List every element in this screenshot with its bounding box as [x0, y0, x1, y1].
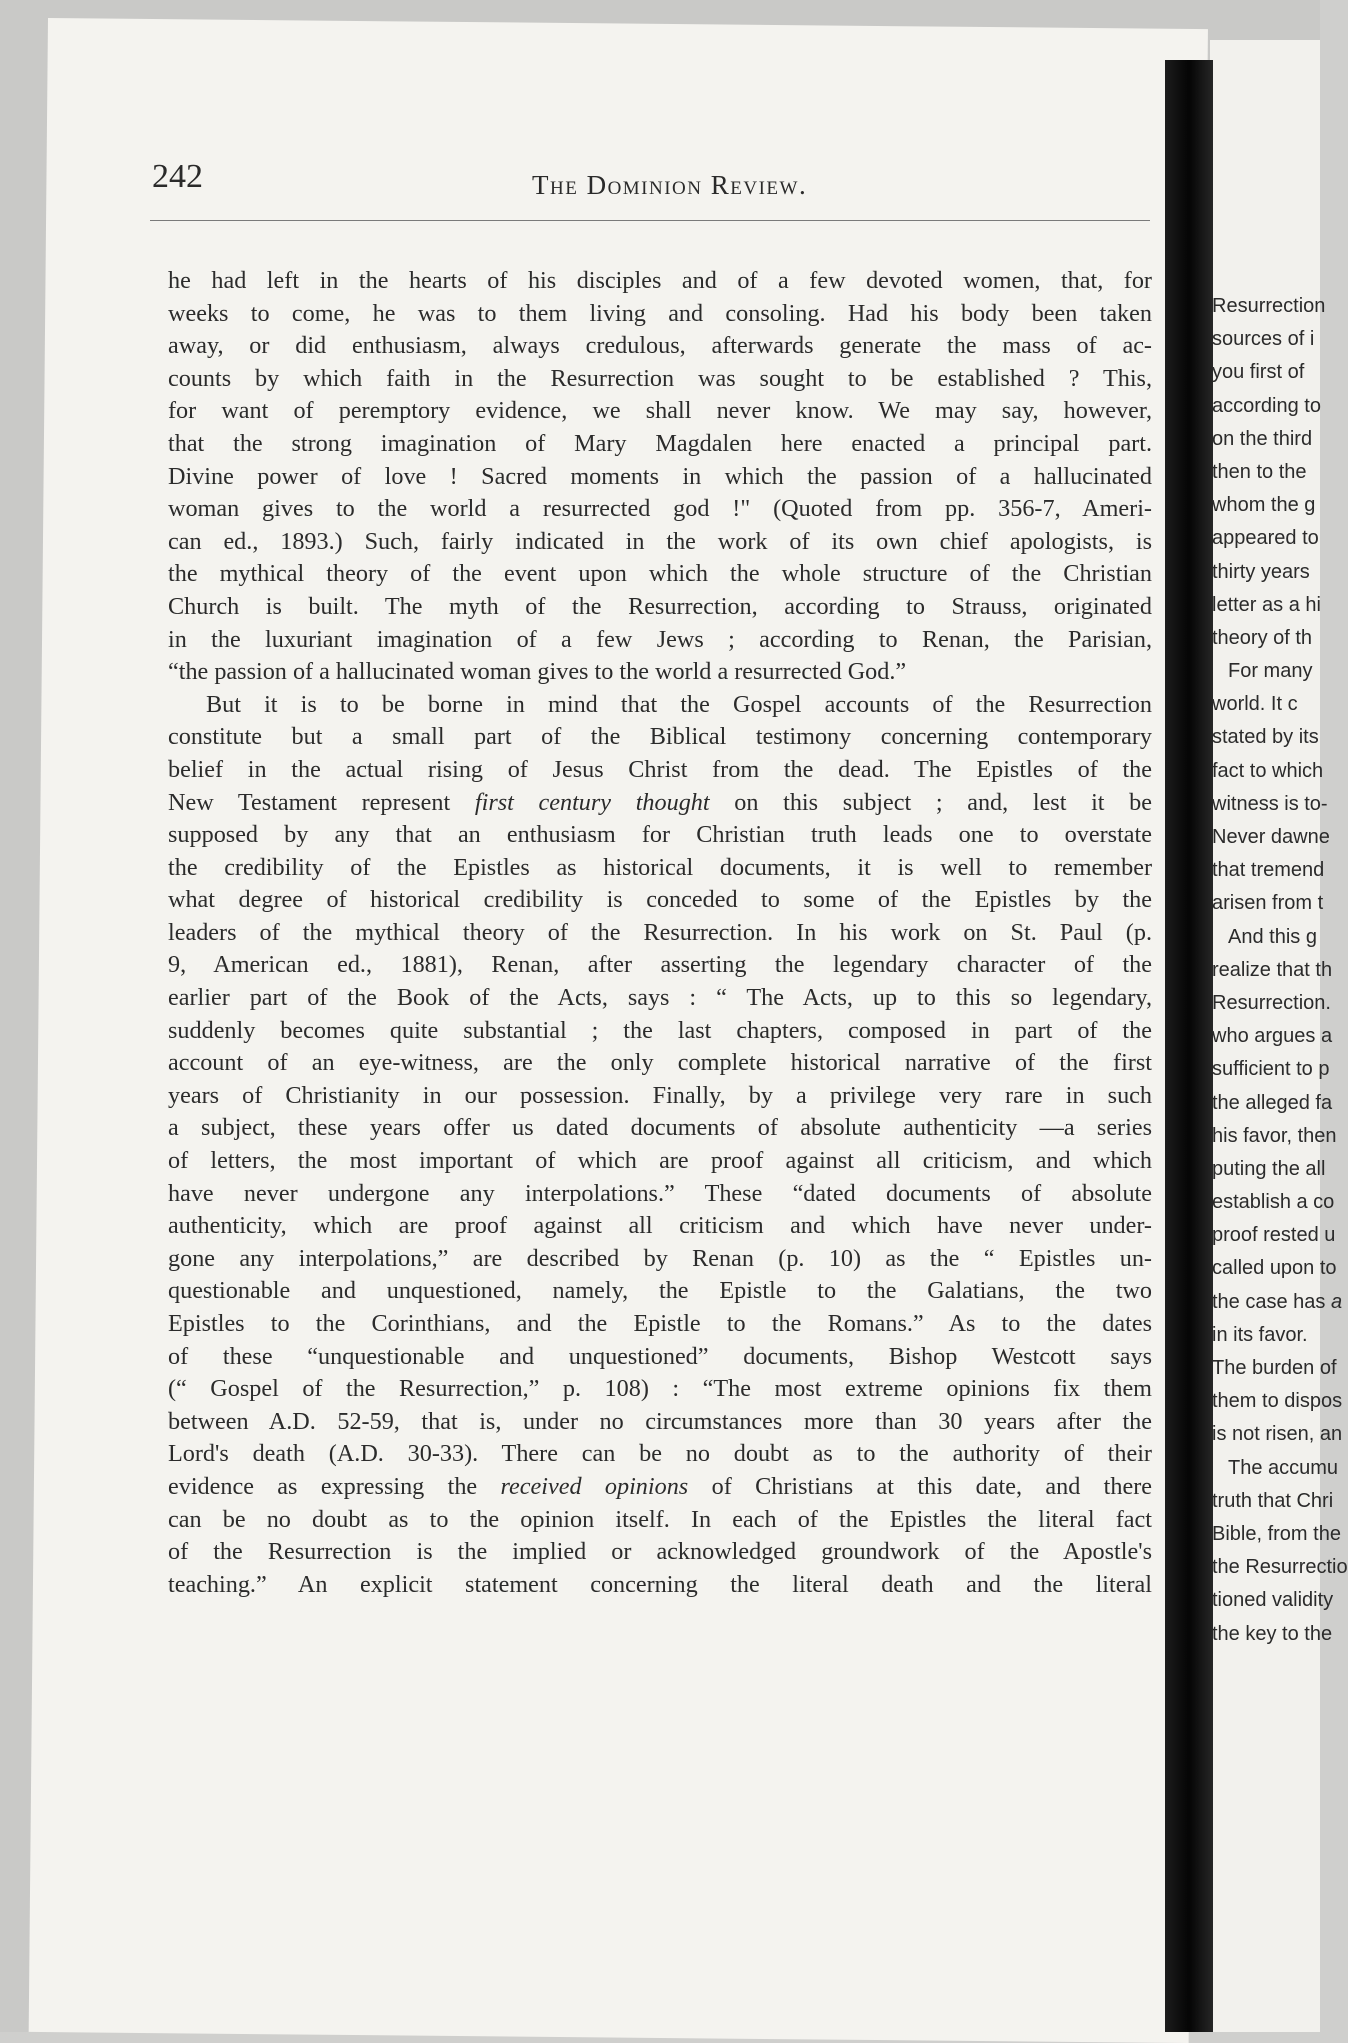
text-line: the alleged fa: [1212, 1091, 1333, 1114]
text-line: For many: [1228, 660, 1313, 683]
text-line: earlier part of the Book of the Acts, says : “ The Acts, up to this so legendary,: [168, 984, 1152, 1012]
text-line: called upon to: [1212, 1257, 1337, 1280]
italic-phrase: first century thought: [474, 788, 710, 816]
text-line: Resurrection.: [1212, 991, 1331, 1014]
text-line: supposed by any that an enthusiasm for Christian truth leads one to overstate: [168, 821, 1152, 849]
page-number: 242: [152, 158, 203, 195]
text-line: letter as a hi: [1212, 593, 1321, 616]
text-line: of letters, the most important of which are proof against all criticism, and which: [168, 1147, 1152, 1175]
text-line: for want of peremptory evidence, we shall never know. We may say, however,: [168, 397, 1152, 425]
text-line: Bible, from the: [1212, 1522, 1341, 1545]
text-line: on the third: [1212, 427, 1313, 450]
text-line: And this g: [1228, 925, 1317, 948]
text-line: the key to the: [1212, 1622, 1333, 1645]
italic-phrase: received opinions: [500, 1472, 689, 1500]
line-segment: of Christians at this date, and there: [688, 1472, 1153, 1500]
text-line: proof rested u: [1212, 1224, 1336, 1247]
text-line: sufficient to p: [1212, 1058, 1330, 1081]
text-line: [1212, 1286, 1343, 1319]
text-line: the mythical theory of the event upon which the whole structure of the Christian: [168, 560, 1152, 588]
text-line: Lord's death (A.D. 30-33). There can be no doubt as to the authority of their: [168, 1440, 1152, 1468]
left-column-text: [168, 265, 1152, 1601]
text-line: suddenly becomes quite substantial ; the last chapters, composed in part of the: [168, 1016, 1152, 1044]
text-line: [168, 787, 1152, 820]
text-line: establish a co: [1212, 1191, 1335, 1214]
text-line: authenticity, which are proof against all criticism and which have never under-: [168, 1212, 1152, 1240]
text-line: Church is built. The myth of the Resurrection, according to Strauss, originated: [168, 592, 1152, 620]
text-line: years of Christianity in our possession. Finally, by a privilege very rare in such: [168, 1081, 1152, 1109]
italic-phrase: a: [1330, 1290, 1343, 1313]
text-line: belief in the actual rising of Jesus Christ from the dead. The Epistles of the: [168, 755, 1152, 783]
book-gutter: [1165, 60, 1213, 2032]
line-segment: New Testament represent: [168, 788, 475, 816]
text-line: questionable and unquestioned, namely, the Epistle to the Galatians, the two: [168, 1277, 1152, 1305]
text-line: of the Resurrection is the implied or acknowledged groundwork of the Apostle's: [168, 1538, 1152, 1566]
text-line: Resurrection: [1212, 295, 1326, 317]
text-line: Divine power of love ! Sacred moments in which the passion of a hallucinated: [168, 462, 1152, 490]
text-line: counts by which faith in the Resurrection was sought to be established ? This,: [168, 364, 1152, 392]
text-line: stated by its: [1212, 726, 1319, 749]
text-line: away, or did enthusiasm, always credulous, afterwards generate the mass of ac-: [168, 332, 1152, 360]
text-line: Never dawne: [1212, 826, 1330, 848]
text-line: fact to which: [1212, 759, 1324, 782]
text-line: appeared to: [1212, 527, 1319, 550]
text-line: can be no doubt as to the opinion itself. In each of the Epistles the literal fact: [168, 1505, 1152, 1533]
text-line: of these “unquestionable and unquestioned” documents, Bishop Westcott says: [168, 1342, 1152, 1370]
text-line: truth that Chri: [1212, 1489, 1334, 1512]
text-line: gone any interpolations,” are described by Renan (p. 10) as the “ Epistles un-: [168, 1244, 1152, 1272]
text-line: a subject, these years offer us dated documents of absolute authenticity —a series: [168, 1114, 1152, 1142]
text-line: account of an eye-witness, are the only complete historical narrative of the first: [168, 1049, 1152, 1077]
text-line: teaching.” An explicit statement concerning the literal death and the literal: [168, 1570, 1152, 1598]
line-segment: evidence as expressing the: [168, 1472, 501, 1500]
text-line: that the strong imagination of Mary Magdalen here enacted a principal part.: [168, 429, 1152, 457]
text-line: world. It c: [1212, 693, 1298, 716]
line-segment: on this subject ; and, lest it be: [709, 788, 1153, 816]
text-line: arisen from t: [1212, 892, 1324, 915]
header-rule: [150, 220, 1150, 221]
running-head: The Dominion Review.: [532, 170, 808, 200]
text-line: his favor, then: [1212, 1124, 1337, 1147]
text-line: then to the: [1212, 460, 1307, 483]
text-line: can ed., 1893.) Such, fairly indicated in the work of its own chief apologists, is: [168, 527, 1152, 555]
text-line: [168, 1471, 1152, 1504]
text-line: realize that th: [1212, 958, 1333, 981]
text-line: between A.D. 52-59, that is, under no circumstances more than 30 years after the: [168, 1407, 1152, 1435]
text-line: who argues a: [1212, 1025, 1333, 1048]
text-line: tioned validity: [1212, 1589, 1334, 1612]
text-line: what degree of historical credibility is conceded to some of the Epistles by the: [168, 886, 1152, 914]
text-line: have never undergone any interpolations.” These “dated documents of absolute: [168, 1179, 1152, 1207]
text-line: the credibility of the Epistles as historical documents, it is well to remember: [168, 853, 1152, 881]
text-line: 9, American ed., 1881), Renan, after asserting the legendary character of the: [168, 951, 1152, 979]
text-line: “the passion of a hallucinated woman gives to the world a resurrected God.”: [168, 658, 907, 686]
text-line: witness is to-: [1212, 792, 1328, 815]
text-line: is not risen, an: [1212, 1423, 1343, 1446]
text-line: woman gives to the world a resurrected god !" (Quoted from pp. 356-7, Ameri-: [168, 495, 1152, 523]
text-line: in its favor.: [1212, 1323, 1308, 1346]
right-column-text: [1212, 290, 1348, 1651]
text-line: theory of th: [1212, 626, 1313, 649]
text-line: thirty years: [1212, 560, 1310, 583]
text-line: that tremend: [1212, 859, 1325, 882]
text-line: The burden of: [1212, 1357, 1337, 1379]
text-line: Epistles to the Corinthians, and the Epistle to the Romans.” As to the dates: [168, 1310, 1152, 1337]
text-line: weeks to come, he was to them living and consoling. Had his body been taken: [168, 299, 1152, 327]
text-line: But it is to be borne in mind that the Gospel accounts of the Resurrection: [206, 690, 1152, 718]
text-line: constitute but a small part of the Biblical testimony concerning contemporary: [168, 723, 1152, 751]
page-header: [152, 158, 1152, 208]
text-line: The accumu: [1228, 1456, 1339, 1479]
text-line: according to: [1212, 394, 1321, 417]
text-line: he had left in the hearts of his disciples and of a few devoted women, that, for: [168, 267, 1152, 294]
line-segment: the case has: [1212, 1290, 1331, 1313]
text-line: sources of i: [1212, 328, 1315, 351]
text-line: (“ Gospel of the Resurrection,” p. 108) : “The most extreme opinions fix them: [168, 1375, 1152, 1403]
text-line: whom the g: [1212, 494, 1316, 517]
text-line: them to dispos: [1212, 1390, 1343, 1413]
text-line: you first of: [1212, 361, 1305, 384]
text-line: in the luxuriant imagination of a few Jews ; according to Renan, the Parisian,: [168, 625, 1152, 653]
text-line: the Resurrectio: [1212, 1556, 1348, 1579]
text-line: puting the all: [1212, 1157, 1326, 1180]
text-line: leaders of the mythical theory of the Resurrection. In his work on St. Paul (p.: [168, 918, 1152, 946]
